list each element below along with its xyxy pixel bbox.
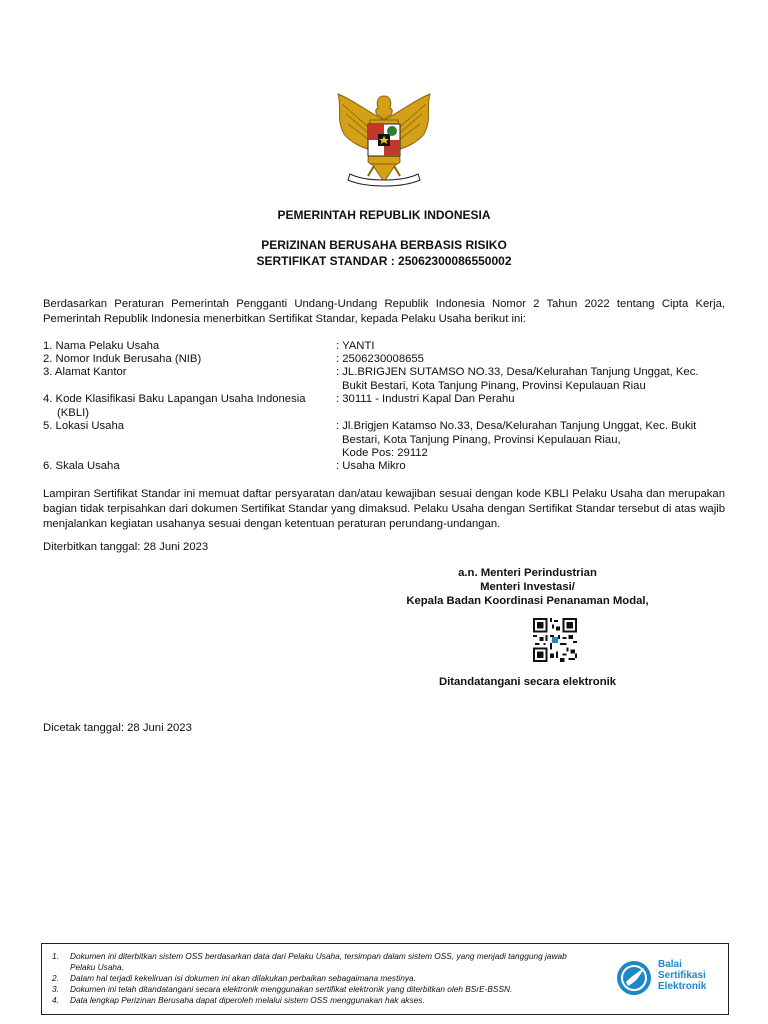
attachment-paragraph: Lampiran Sertifikat Standar ini memuat daftar persyaratan dan/atau kewajiban sesuai dengan kode KBLI Pelaku Usaha dan merupakan bagian tidak terpisahkan dari dokumen Sertifikat Standar yang dimaksud. Pelaku Usaha dengan Sertifikat Standar tersebut di atas wajib menjalankan kegiatan usahanya sesuai dengan ketentuan peraturan perundang-undangan. [43, 488, 725, 530]
kbli-label-line1: 4. Kode Klasifikasi Baku Lapangan Usaha Indonesia [43, 393, 306, 405]
note-number: 2. [52, 973, 59, 983]
kbli-label-line2: (KBLI) [57, 406, 90, 419]
intro-paragraph: Berdasarkan Peraturan Pemerintah Pengganti Undang-Undang Republik Indonesia Nomor 2 Tahun 2022 tentang Cipta Kerja, Pemerintah Republik Indonesia menerbitkan Sertifikat Standar, kepada Pelaku Usaha berikut ini: [43, 298, 725, 325]
field-value-business-location [336, 420, 726, 461]
bsre-logo-line1: Balai [658, 959, 682, 970]
field-label-kbli [43, 393, 306, 420]
bsre-logo-line3: Elektronik [658, 981, 707, 992]
location-line2: Bestari, Kota Tanjung Pinang, Provinsi Kepulauan Riau, [342, 433, 621, 446]
field-label-office-address: 3. Alamat Kantor [43, 366, 127, 378]
note-text-cont: Pelaku Usaha. [70, 961, 124, 972]
field-label-name: 1. Nama Pelaku Usaha [43, 340, 160, 352]
note-text: Dokumen ini diterbitkan sistem OSS berdasarkan data dari Pelaku Usaha, tersimpan dalam sistem OSS, yang menjadi tanggung jawab [70, 951, 567, 961]
certificate-number: SERTIFIKAT STANDAR : 25062300086550002 [256, 254, 512, 268]
signature-line3: Kepala Badan Koordinasi Penanaman Modal, [406, 595, 649, 607]
location-line3: Kode Pos: 29112 [342, 447, 428, 459]
note-number: 1. [52, 951, 59, 961]
note-number: 4. [52, 995, 59, 1005]
field-value-kbli: : 30111 - Industri Kapal Dan Perahu [336, 393, 515, 405]
field-value-office-address [336, 366, 726, 393]
office-address-line2: Bukit Bestari, Kota Tanjung Pinang, Provinsi Kepulauan Riau [342, 379, 646, 392]
printed-date: Dicetak tanggal: 28 Juni 2023 [43, 722, 192, 734]
note-text: Data lengkap Perizinan Berusaha dapat diperoleh melalui sistem OSS menggunakan hak akses. [70, 995, 425, 1005]
office-address-line1: : JL.BRIGJEN SUTAMSO NO.33, Desa/Kelurahan Tanjung Unggat, Kec. [336, 366, 699, 378]
field-label-business-location: 5. Lokasi Usaha [43, 420, 125, 432]
document-title: PERIZINAN BERUSAHA BERBASIS RISIKO [261, 238, 507, 252]
footer-note-1 [52, 951, 612, 972]
signature-line1: a.n. Menteri Perindustrian [458, 567, 597, 579]
footer-note-3 [52, 984, 612, 995]
field-value-business-scale: : Usaha Mikro [336, 460, 406, 472]
note-text: Dalam hal terjadi kekeliruan isi dokumen ini akan dilakukan perbaikan sebagaimana mestinya. [70, 973, 416, 983]
qr-code-icon [533, 618, 577, 662]
bsre-icon [614, 958, 654, 998]
note-number: 3. [52, 984, 59, 994]
footer-notes-box [41, 943, 729, 1015]
government-heading: PEMERINTAH REPUBLIK INDONESIA [277, 208, 491, 222]
bsre-logo [614, 954, 722, 1004]
field-label-nib: 2. Nomor Induk Berusaha (NIB) [43, 353, 202, 365]
garuda-emblem-icon [328, 90, 440, 192]
signature-line2: Menteri Investasi/ [480, 581, 575, 593]
footer-note-2 [52, 973, 612, 984]
field-value-name: : YANTI [336, 340, 375, 352]
signed-electronically: Ditandatangani secara elektronik [438, 676, 617, 688]
footer-note-4 [52, 995, 612, 1006]
location-line1: : Jl.Brigjen Katamso No.33, Desa/Kelurahan Tanjung Unggat, Kec. Bukit [336, 420, 697, 432]
issued-date: Diterbitkan tanggal: 28 Juni 2023 [43, 541, 209, 553]
field-value-nib: : 2506230008655 [336, 353, 424, 365]
bsre-logo-line2: Sertifikasi [658, 970, 706, 981]
field-label-business-scale: 6. Skala Usaha [43, 460, 120, 472]
note-text: Dokumen ini telah ditandatangani secara elektronik menggunakan sertifikat elektronik yang diterbitkan oleh BSrE-BSSN. [70, 984, 513, 994]
